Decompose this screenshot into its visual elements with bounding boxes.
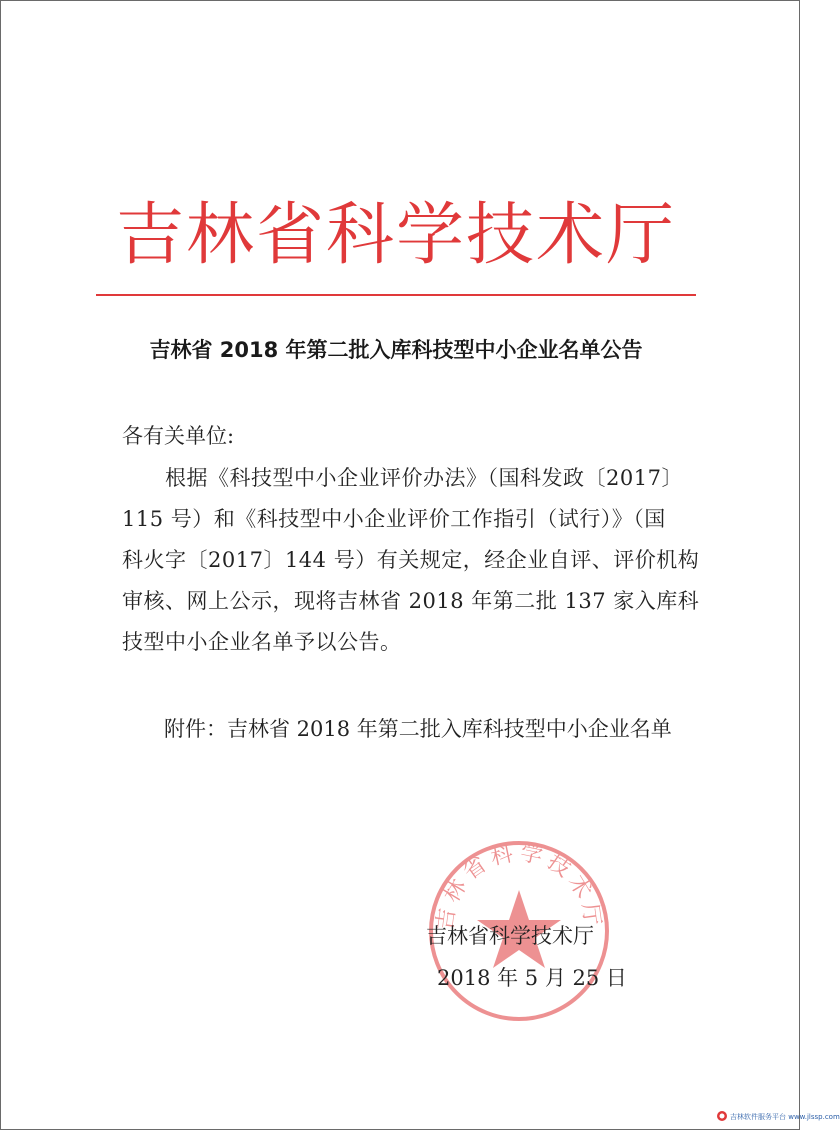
signer-name: 吉林省科学技术厅 bbox=[426, 924, 594, 948]
watermark-text: 吉林软件服务平台 www.jlssp.com bbox=[730, 1113, 840, 1121]
body-line: 科火字〔2017〕144 号）有关规定，经企业自评、评价机构 bbox=[122, 548, 700, 572]
body-line: 115 号）和《科技型中小企业评价工作指引（试行）》（国 bbox=[122, 507, 666, 531]
seal-text: 吉林省科学技术厅 bbox=[432, 840, 606, 932]
body-line: 技型中小企业名单予以公告。 bbox=[122, 630, 402, 654]
body-line: 审核、网上公示，现将吉林省 2018 年第二批 137 家入库科 bbox=[122, 589, 700, 613]
signing-date: 2018 年 5 月 25 日 bbox=[437, 966, 627, 990]
watermark-logo-icon bbox=[716, 1110, 728, 1122]
body-line: 根据《科技型中小企业评价办法》（国科发政〔2017〕 bbox=[122, 466, 683, 490]
document-title: 吉林省 2018 年第二批入库科技型中小企业名单公告 bbox=[149, 338, 643, 362]
header-red-rule bbox=[96, 294, 696, 296]
attachment-line: 附件：吉林省 2018 年第二批入库科技型中小企业名单 bbox=[164, 717, 672, 741]
salutation: 各有关单位: bbox=[122, 424, 235, 448]
issuer-header: 吉林省科学技术厅 bbox=[115, 196, 676, 275]
